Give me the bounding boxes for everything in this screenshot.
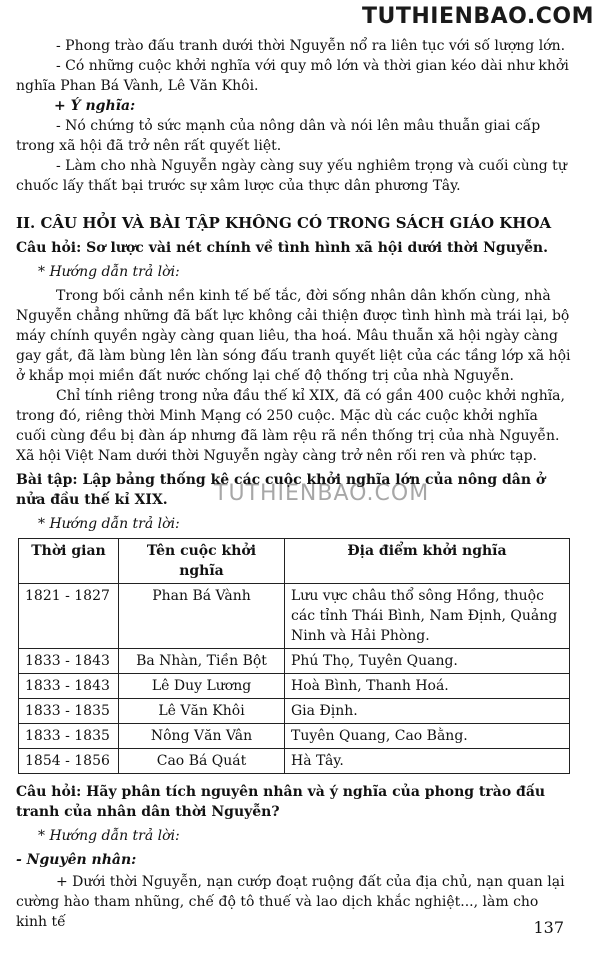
cell-location: Lưu vực châu thổ sông Hồng, thuộc các tỉnh Thái Bình, Nam Định, Quảng Ninh và Hải Phòng.	[285, 584, 570, 649]
answer-1-paragraph-1: Trong bối cảnh nền kinh tế bế tắc, đời sống nhân dân khốn cùng, nhà Nguyễn chẳng những đã bất lực không cải thiện được tình hình mà trái lại, bộ máy chính quyền ngày càng quan liêu, tha hoá. Mâu thuẫn xã hội ngày càng gay gắt, đã làm bùng lên làn sóng đấu tranh quyết liệt của các tầng lớp xã hội ở khắp mọi miền đất nước chống lại chế độ thống trị của nhà Nguyễn.	[16, 288, 571, 384]
cell-name: Ba Nhàn, Tiền Bột	[119, 649, 285, 674]
intro-line-2: - Có những cuộc khởi nghĩa với quy mô lớn và thời gian kéo dài như khởi nghĩa Phan Bá Vành, Lê Văn Khôi.	[16, 58, 569, 94]
cause-text: + Dưới thời Nguyễn, nạn cướp đoạt ruộng đất của địa chủ, nạn quan lại cường hào tham nhũng, chế độ tô thuế và lao dịch khắc nghiệt..., làm cho kinh tế	[16, 874, 565, 930]
table-row	[19, 724, 570, 749]
guide-2: * Hướng dẫn trả lời:	[38, 516, 180, 532]
question-2: Câu hỏi: Hãy phân tích nguyên nhân và ý nghĩa của phong trào đấu tranh của nhân dân thời Nguyễn?	[16, 784, 546, 820]
intro-line-1: - Phong trào đấu tranh dưới thời Nguyễn nổ ra liên tục với số lượng lớn.	[56, 38, 566, 54]
guide-1: * Hướng dẫn trả lời:	[38, 264, 180, 280]
cell-name: Phan Bá Vành	[119, 584, 285, 649]
cell-name: Nông Văn Vân	[119, 724, 285, 749]
table-header-row	[19, 539, 570, 584]
cell-time: 1821 - 1827	[19, 584, 119, 649]
header-location: Địa điểm khởi nghĩa	[285, 539, 570, 584]
cell-time: 1854 - 1856	[19, 749, 119, 774]
exercise-title: Bài tập: Lập bảng thống kê các cuộc khởi nghĩa lớn của nông dân ở nửa đầu thế kỉ XIX.	[16, 472, 546, 508]
cell-location: Hà Tây.	[285, 749, 570, 774]
cell-name: Cao Bá Quát	[119, 749, 285, 774]
meaning-heading: + Ý nghĩa:	[54, 98, 136, 114]
cell-time: 1833 - 1843	[19, 674, 119, 699]
table-row	[19, 584, 570, 649]
cell-time: 1833 - 1835	[19, 724, 119, 749]
site-watermark: TUTHIENBAO.COM	[361, 4, 594, 29]
cell-time: 1833 - 1835	[19, 699, 119, 724]
meaning-line-2: - Làm cho nhà Nguyễn ngày càng suy yếu nghiêm trọng và cuối cùng tự chuốc lấy thất bại trước sự xâm lược của thực dân phương Tây.	[16, 158, 567, 194]
meaning-line-1: - Nó chứng tỏ sức mạnh của nông dân và nói lên mâu thuẫn giai cấp trong xã hội đã trở nên rất quyết liệt.	[16, 118, 541, 154]
meaning-label: Ý nghĩa:	[70, 98, 136, 114]
section-title: II. CÂU HỎI VÀ BÀI TẬP KHÔNG CÓ TRONG SÁCH GIÁO KHOA	[16, 214, 552, 232]
cell-time: 1833 - 1843	[19, 649, 119, 674]
cell-name: Lê Văn Khôi	[119, 699, 285, 724]
cell-location: Gia Định.	[285, 699, 570, 724]
table-row	[19, 749, 570, 774]
cause-label: - Nguyên nhân:	[16, 852, 137, 868]
header-time: Thời gian	[19, 539, 119, 584]
table-row	[19, 699, 570, 724]
answer-1-paragraph-2: Chỉ tính riêng trong nửa đầu thế kỉ XIX, đã có gần 400 cuộc khởi nghĩa, trong đó, riêng thời Minh Mạng có 250 cuộc. Mặc dù các cuộc khởi nghĩa cuối cùng đều bị đàn áp nhưng đã làm rệu rã nền thống trị của nhà Nguyễn. Xã hội Việt Nam dưới thời Nguyễn ngày càng trở nên rối ren và phức tạp.	[16, 388, 565, 464]
cell-location: Phú Thọ, Tuyên Quang.	[285, 649, 570, 674]
cell-location: Tuyên Quang, Cao Bằng.	[285, 724, 570, 749]
uprisings-table	[18, 538, 570, 774]
header-name: Tên cuộc khởi nghĩa	[119, 539, 285, 584]
cell-name: Lê Duy Lương	[119, 674, 285, 699]
table-row	[19, 649, 570, 674]
question-1: Câu hỏi: Sơ lược vài nét chính về tình hình xã hội dưới thời Nguyễn.	[16, 240, 548, 256]
cell-location: Hoà Bình, Thanh Hoá.	[285, 674, 570, 699]
table-row	[19, 674, 570, 699]
page-number: 137	[533, 918, 564, 937]
center-watermark: TUTHIENBAO.COM	[214, 481, 430, 506]
guide-3: * Hướng dẫn trả lời:	[38, 828, 180, 844]
